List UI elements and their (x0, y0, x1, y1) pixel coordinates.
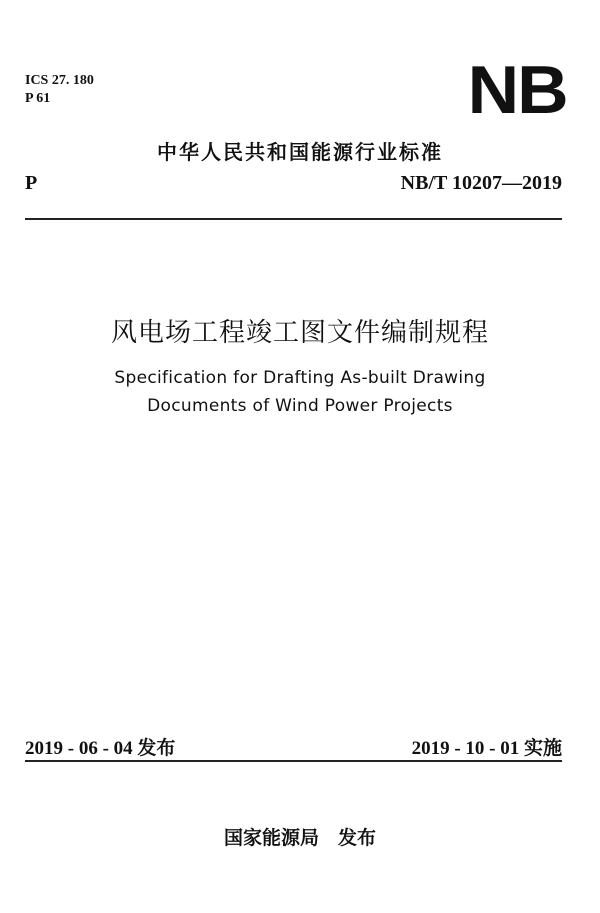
bottom-divider (25, 760, 562, 762)
ics-code: ICS 27. 180 (25, 73, 94, 88)
standard-organization: 中华人民共和国能源行业标准 (157, 140, 443, 164)
document-title-english-line1: Specification for Drafting As-built Drawing (114, 368, 486, 388)
ccs-code: P 61 (25, 91, 51, 106)
publisher: 国家能源局 发布 (223, 827, 376, 849)
nb-logo: NB (467, 52, 567, 128)
standard-number: NB/T 10207—2019 (400, 172, 562, 194)
issue-date: 2019 - 06 - 04 发布 (25, 738, 176, 759)
category-letter: P (25, 172, 38, 194)
document-title-english-line2: Documents of Wind Power Projects (147, 396, 453, 416)
top-divider (25, 218, 562, 220)
implementation-date: 2019 - 10 - 01 实施 (411, 738, 562, 759)
classification-codes (25, 72, 94, 108)
document-title-chinese: 风电场工程竣工图文件编制规程 (110, 318, 489, 348)
